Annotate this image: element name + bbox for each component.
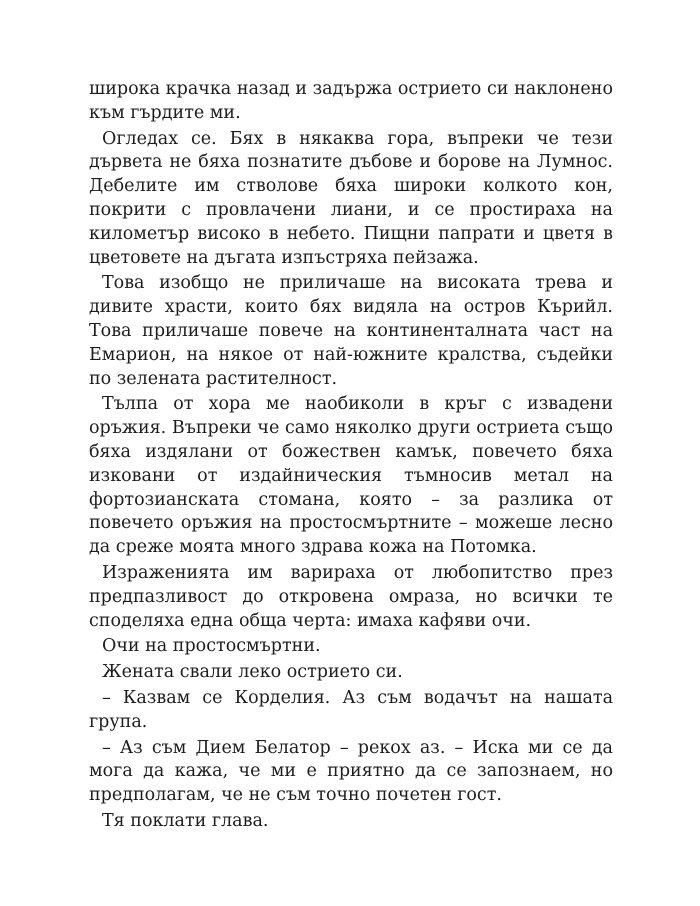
paragraph: Това изобщо не приличаше на високата трева и дивите храсти, които бях видяла на остров Кърийл. Това приличаше повече на континенталната част на Емарион, на някое от най-южните кралства, съдейки по зелената растителност. xyxy=(89,273,613,389)
paragraph: Жената свали леко острието си. xyxy=(102,662,403,683)
paragraph: широка крачка назад и задържа острието си наклонено към гърдите ми. xyxy=(89,79,613,123)
dialogue-paragraph: – Аз съм Дием Белатор – рекох аз. – Иска ми се да мога да кажа, че ми е приятно да се запознаем, но предполагам, че не съм точно почетен гост. xyxy=(89,737,613,806)
paragraph: Израженията им варираха от любопитство през предпазливост до откровена омраза, но всички те споделяха една обща черта: имаха кафяви очи. xyxy=(89,562,613,631)
book-page xyxy=(89,78,613,836)
paragraph: Тълпа от хора ме наобиколи в кръг с извадени оръжия. Въпреки че само няколко други остриета също бяха издялани от божествен камък, повечето бяха изковани от издайническия тъмносив метал на фортозианската стомана, която – за разлика от повечето оръжия на простосмъртните – можеше лесно да среже моята много здрава кожа на Потомка. xyxy=(89,394,613,558)
paragraph: Тя поклати глава. xyxy=(102,810,269,831)
paragraph: Огледах се. Бях в някаква гора, въпреки че тези дървета не бяха познатите дъбове и борове на Лумнос. Дебелите им стволове бяха широки колкото кон, покрити с провлачени лиани, и се простираха на километър високо в небето. Пищни папрати и цветя в цветовете на дъгата изпъстряха пейзажа. xyxy=(89,128,613,268)
dialogue-paragraph: – Казвам се Корделия. Аз съм водачът на нашата група. xyxy=(89,687,613,732)
paragraph: Очи на простосмъртни. xyxy=(102,636,321,657)
